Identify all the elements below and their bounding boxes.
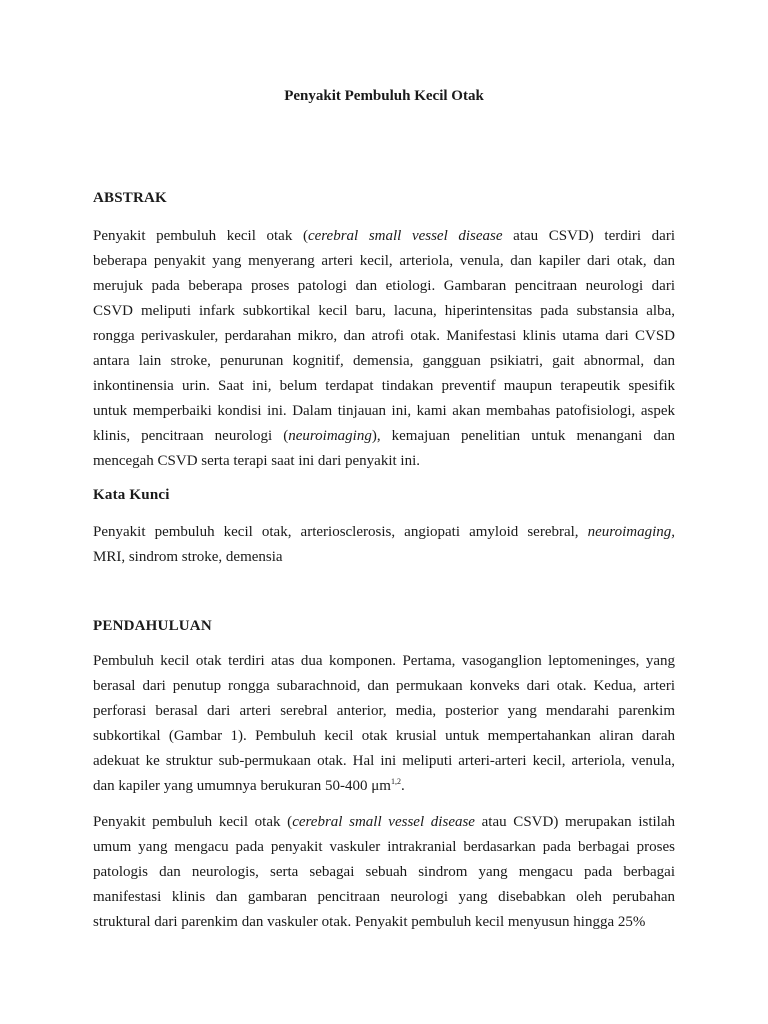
text-line: MRI, sindrom stroke, demensia: [93, 549, 283, 565]
text-line: untuk memperbaiki kondisi ini. Dalam tinjauan ini, kami akan membahas patofisiologi, aspek: [93, 403, 675, 419]
text-line: merujuk pada beberapa proses patologi dan etiologi. Gambaran pencitraan neurologi dari: [93, 278, 675, 294]
text-line: Penyakit pembuluh kecil otak (cerebral small vessel disease atau CSVD) terdiri dari: [93, 228, 675, 244]
section-heading-pendahuluan: PENDAHULUAN: [93, 618, 212, 634]
text-line: umum yang mengacu pada penyakit vaskuler intrakranial berdasarkan pada berbagai proses: [93, 839, 675, 855]
text-line: subkortikal (Gambar 1). Pembuluh kecil otak krusial untuk mempertahankan aliran darah: [93, 728, 675, 744]
text-line: inkontinensia urin. Saat ini, belum terdapat tindakan preventif maupun terapeutik spesifik: [93, 378, 675, 394]
text-line: Penyakit pembuluh kecil otak, arteriosclerosis, angiopati amyloid serebral, neuroimaging,: [93, 524, 675, 540]
section-heading-kata-kunci: Kata Kunci: [93, 487, 170, 503]
text-line: klinis, pencitraan neurologi (neuroimaging), kemajuan penelitian untuk menangani dan: [93, 428, 675, 444]
abstract-paragraph: [93, 224, 675, 474]
section-heading-abstrak: ABSTRAK: [93, 190, 167, 206]
keywords-paragraph: [93, 520, 675, 570]
italic-term: neuroimaging: [288, 428, 372, 444]
text-line: Penyakit pembuluh kecil otak (cerebral small vessel disease atau CSVD) merupakan istilah: [93, 814, 675, 830]
text-line: beberapa penyakit yang menyerang arteri kecil, arteriola, venula, dan kapiler dari otak, dan: [93, 253, 675, 269]
text-line: berasal dari penutup rongga subarachnoid, dan permukaan konveks dari otak. Kedua, arteri: [93, 678, 675, 694]
text-line: dan kapiler yang umumnya berukuran 50-400 μm$^{1,2}$.: [93, 777, 405, 794]
citation-superscript: 1,2: [390, 777, 401, 786]
italic-term: cerebral small vessel disease: [307, 228, 503, 244]
text-line: patologis dan neurologis, serta sebagai sebuah sindrom yang mengacu pada berbagai: [93, 864, 675, 880]
italic-term: cerebral small vessel disease: [292, 814, 475, 830]
text-line: manifestasi klinis dan gambaran pencitraan neurologi yang disebabkan oleh perubahan: [93, 889, 675, 905]
text-line: adekuat ke struktur sub-permukaan otak. Hal ini meliputi arteri-arteri kecil, arteriola, venula,: [93, 753, 675, 769]
intro-paragraph-1: [93, 649, 675, 799]
document-title: Penyakit Pembuluh Kecil Otak: [284, 88, 484, 104]
text-line: antara lain stroke, penurunan kognitif, demensia, gangguan psikiatri, gait abnormal, dan: [93, 353, 675, 369]
text-line: struktural dari parenkim dan vaskuler otak. Penyakit pembuluh kecil menyusun hingga 25%: [93, 914, 646, 930]
text-line: rongga perivaskuler, perdarahan mikro, dan atrofi otak. Manifestasi klinis utama dari CVSD: [93, 328, 675, 344]
intro-paragraph-2: [93, 810, 675, 935]
text-line: Pembuluh kecil otak terdiri atas dua komponen. Pertama, vasoganglion leptomeninges, yang: [93, 653, 675, 669]
text-line: perforasi berasal dari arteri serebral anterior, media, posterior yang mendarahi parenkim: [93, 703, 675, 719]
text-line: mencegah CSVD serta terapi saat ini dari penyakit ini.: [93, 453, 420, 469]
text-line: CSVD meliputi infark subkortikal kecil baru, lacuna, hiperintensitas pada substansia alba,: [93, 303, 675, 319]
italic-term: neuroimaging,: [587, 524, 675, 540]
